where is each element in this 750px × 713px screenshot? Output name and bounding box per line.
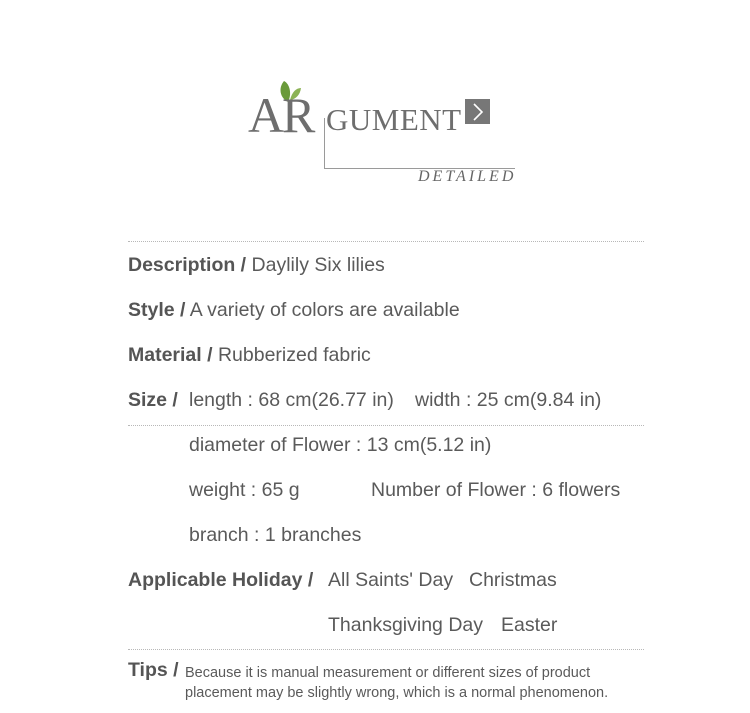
spec-tips-label-row — [128, 661, 179, 681]
divider-size — [128, 425, 644, 426]
spec-description-value: Daylily Six lilies — [251, 254, 385, 276]
spec-tips-line: Because it is manual measurement or different sizes of product — [185, 665, 591, 681]
spec-style-value: A variety of colors are available — [189, 299, 460, 321]
spec-size-branch: branch : 1 branches — [189, 524, 362, 546]
chevron-right-icon — [471, 103, 485, 121]
divider-holiday — [128, 649, 644, 650]
holiday-item: All Saints' Day — [328, 569, 454, 591]
spec-material-label: Material / — [128, 344, 213, 366]
spec-material — [128, 346, 371, 366]
spec-size-weight: weight : 65 g — [189, 479, 300, 501]
spec-holiday-label-row — [128, 571, 313, 591]
spec-size-label-row — [128, 391, 178, 411]
spec-size-width: width : 25 cm(9.84 in) — [415, 389, 602, 411]
spec-size-number: Number of Flower : 6 flowers — [371, 479, 621, 501]
brand-logo — [246, 78, 536, 190]
logo-wordmark: GUMENT — [326, 102, 462, 137]
spec-size-diameter: diameter of Flower : 13 cm(5.12 in) — [189, 434, 492, 456]
spec-size-length: length : 68 cm(26.77 in) — [189, 389, 394, 411]
spec-tips-line: placement may be slightly wrong, which is a normal phenomenon. — [185, 685, 609, 701]
spec-holiday-label: Applicable Holiday / — [128, 569, 314, 591]
holiday-item: Christmas — [469, 569, 557, 591]
spec-material-value: Rubberized fabric — [217, 344, 371, 366]
logo-tagline: DETAILED — [418, 168, 517, 185]
spec-description — [128, 256, 385, 276]
logo-letter-r: R — [282, 87, 316, 143]
spec-tips-label: Tips / — [128, 659, 179, 681]
divider-top — [128, 241, 644, 242]
spec-tips-text — [185, 663, 608, 703]
spec-style — [128, 301, 460, 321]
logo-letter-a: A — [248, 87, 285, 143]
holiday-item: Easter — [501, 614, 558, 636]
spec-description-label: Description / — [128, 254, 247, 276]
spec-size-label: Size / — [128, 389, 178, 411]
holiday-item: Thanksgiving Day — [328, 614, 483, 636]
spec-style-label: Style / — [128, 299, 186, 321]
logo-arrow-box — [465, 99, 490, 124]
logo-frame — [324, 118, 515, 169]
